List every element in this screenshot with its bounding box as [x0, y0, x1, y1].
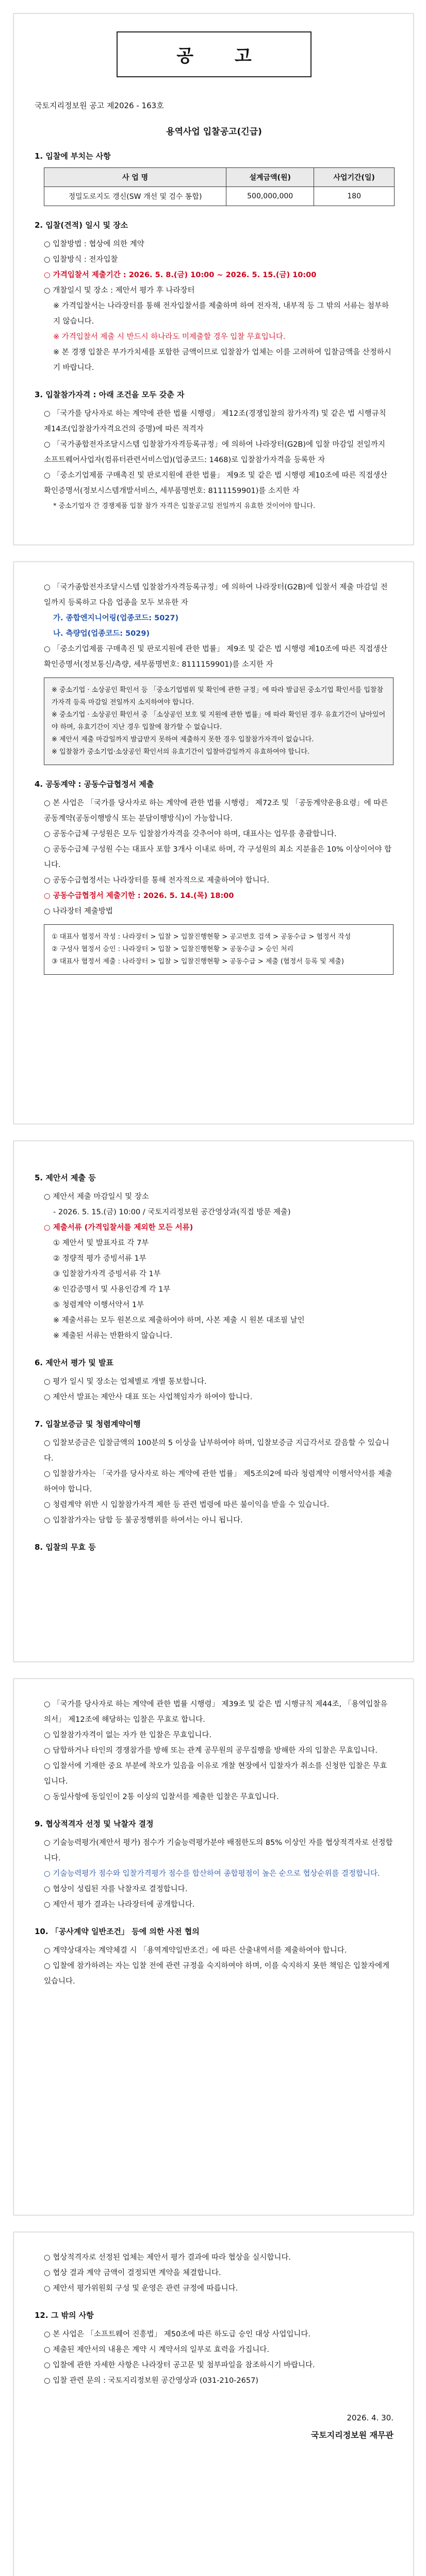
section-7-heading: 7. 입찰보증금 및 청렴계약이행	[35, 1419, 141, 1429]
s4-line: ○ 공동수급협정서는 나라장터를 통해 전자적으로 제출하여야 합니다.	[44, 876, 270, 885]
table-header-name: 사 업 명	[44, 168, 226, 187]
s5-line: ※ 제출된 서류는 반환하지 않습니다.	[53, 1332, 173, 1340]
document-main-title: 용역사업 입찰공고(긴급)	[166, 127, 262, 137]
document-page-3	[13, 1141, 414, 1662]
s2-line-warning: ※ 가격입찰서 제출 시 반드시 하나라도 미제출할 경우 입찰 무효입니다.	[53, 333, 286, 341]
section-1-heading: 1. 입찰에 부치는 사항	[35, 151, 111, 161]
s5-line: ⑤ 청렴계약 이행서약서 1부	[53, 1301, 144, 1309]
s5-line: ※ 제출서류는 모두 원본으로 제출하여야 하며, 사본 제출 시 원본 대조필 날인	[53, 1316, 305, 1325]
s7-line: ○ 입찰참가자는 담합 등 불공정행위를 하여서는 아니 됩니다.	[44, 1516, 243, 1524]
document-page-4	[13, 1679, 414, 2215]
s9-line: ○ 기술능력평가 점수와 입찰가격평가 점수를 합산하여 종합평점이 높은 순으로 협상순위를 결정합니다.	[44, 1870, 380, 1878]
table-cell-period: 180	[314, 187, 395, 206]
s9-line: ○ 협상이 성립된 자를 낙찰자로 결정합니다.	[44, 1885, 188, 1893]
section-12-heading: 12. 그 밖의 사항	[35, 2311, 94, 2320]
s11-line: ○ 협상적격자로 선정된 업체는 제안서 평가 결과에 따라 협상을 실시합니다.	[44, 2253, 291, 2262]
s11-line: ○ 제안서 평가위원회 구성 및 운영은 관련 규정에 따릅니다.	[44, 2284, 238, 2293]
section-10-heading: 10. 「공사계약 일반조건」 등에 의한 사전 협의	[35, 1927, 200, 1936]
s2-line: ○ 입찰방식 : 전자입찰	[44, 256, 118, 264]
s8-line: ○ 「국가를 당사자로 하는 계약에 관한 법률 시행령」 제39조 및 같은 법 시행규칙 제44조, 「용역입찰유의서」 제12조에 해당하는 입찰은 무효로 합니다.	[44, 1700, 388, 1724]
s8-line: ○ 동일사항에 동일인이 2통 이상의 입찰서를 제출한 입찰은 무효입니다.	[44, 1793, 279, 1801]
s3b-line: ○ 「국가종합전자조달시스템 입찰참가자격등록규정」에 의하여 나라장터(G2B)에 입찰서 제출 마감일 전일까지 등록하고 다음 업종을 모두 보유한 자	[44, 583, 388, 607]
document-page-1	[13, 13, 414, 545]
notice-title: 공 고	[117, 31, 312, 77]
s3-line-note: * 중소기업자 간 경쟁제품 입찰 참가 자격은 입찰공고일 전일까지 유효한 것이어야 합니다.	[53, 502, 316, 510]
signature-date: 2026. 4. 30.	[347, 2413, 394, 2422]
s12-line: ○ 본 사업은 「소프트웨어 진흥법」 제50조에 따른 하도급 승인 대상 사업입니다.	[44, 2330, 311, 2338]
s11-line: ○ 협상 결과 계약 금액이 결정되면 계약을 체결합니다.	[44, 2269, 221, 2277]
s2-line: ※ 본 경쟁 입찰은 부가가치세를 포함한 금액이므로 입찰참가 업체는 이를 고려하여 입찰금액을 산정하시기 바랍니다.	[53, 348, 391, 372]
notice-number: 국토지리정보원 공고 제2026 - 163호	[35, 101, 164, 110]
s4-line: ○ 공동수급체 구성원 수는 대표사 포함 3개사 이내로 하며, 각 구성원의 최소 지분율은 10% 이상이어야 합니다.	[44, 845, 392, 869]
s5-line: ③ 입찰참가자격 증빙서류 각 1부	[53, 1270, 161, 1278]
s5-line: ② 정량적 평가 증빙서류 1부	[53, 1255, 146, 1263]
s3-line: ○ 「국가를 당사자로 하는 계약에 관한 법률 시행령」 제12조(경쟁입찰의 참가자격) 및 같은 법 시행규칙 제14조(입찰참가자격요건의 증명)에 따른 적격자	[44, 410, 386, 433]
project-table	[44, 167, 395, 206]
s4-line: ○ 공동수급체 구성원은 모두 입찰참가자격을 갖추어야 하며, 대표사는 업무를 총괄합니다.	[44, 830, 337, 838]
s12-line: ○ 제출된 제안서의 내용은 계약 시 계약서의 일부로 효력을 가집니다.	[44, 2346, 269, 2354]
s5-line: ① 제안서 및 발표자료 각 7부	[53, 1239, 149, 1247]
s3b-line: ○ 「중소기업제품 구매촉진 및 판로지원에 관한 법률」 제9조 및 같은 법 시행령 제10조에 따른 직접생산확인증명서(정보통신/측량, 세부품명번호: 8111159901)를 소지한 자	[44, 645, 388, 669]
table-header-budget: 설계금액(원)	[226, 168, 314, 187]
s2-line: ○ 입찰방법 : 협상에 의한 계약	[44, 240, 144, 248]
s7-line: ○ 청렴계약 위반 시 입찰참가자격 제한 등 관련 법령에 따른 불이익을 받을 수 있습니다.	[44, 1501, 330, 1509]
s7-line: ○ 입찰보증금은 입찰금액의 100분의 5 이상을 납부하여야 하며, 입찰보증금 지급각서로 갈음할 수 있습니다.	[44, 1439, 389, 1463]
s9-line: ○ 제안서 평가 결과는 나라장터에 공개합니다.	[44, 1901, 195, 1909]
section-5-heading: 5. 제안서 제출 등	[35, 1173, 96, 1182]
notice-box-line: ※ 제안서 제출 마감일까지 발급받지 못하여 제출하지 못한 경우 입찰참가자격이 없습니다.	[52, 736, 314, 743]
step-line: ② 구성사 협정서 승인 : 나라장터 > 입찰 > 입찰진행현황 > 공동수급 > 승인 처리	[52, 945, 294, 953]
s2-line: ○ 개찰일시 및 장소 : 제안서 평가 후 나라장터	[44, 286, 195, 295]
s5-line: ○ 제출서류 (가격입찰서를 제외한 모든 서류)	[44, 1224, 193, 1232]
s5-line: ○ 제안서 제출 마감일시 및 장소	[44, 1193, 149, 1201]
step-line: ③ 대표사 협정서 제출 : 나라장터 > 입찰 > 입찰진행현황 > 공동수급 > 제출 (협정서 등록 및 제출)	[52, 958, 344, 965]
s10-line: ○ 입찰에 참가하려는 자는 입찰 전에 관련 규정을 숙지하여야 하며, 이를 숙지하지 못한 책임은 입찰자에게 있습니다.	[44, 1962, 390, 1986]
s9-line: ○ 기술능력평가(제안서 평가) 점수가 기술능력평가분야 배점한도의 85% 이상인 자를 협상적격자로 선정합니다.	[44, 1839, 393, 1862]
s8-line: ○ 입찰서에 기재한 중요 부분에 착오가 있음을 이유로 개찰 현장에서 입찰자가 취소를 신청한 입찰은 무효입니다.	[44, 1762, 387, 1786]
table-cell-name: 정밀도로지도 갱신(SW 개선 및 검수 통합)	[44, 187, 226, 206]
notice-box-line: ※ 중소기업 · 소상공인 확인서 중 「소상공인 보호 및 지원에 관한 법률」에 따라 확인된 경우 유효기간이 남아있어야 하며, 유효기간이 지난 경우 입찰에 참가할 수 없습니다.	[52, 711, 386, 731]
s6-line: ○ 평가 일시 및 장소는 업체별로 개별 통보합니다.	[44, 1378, 207, 1386]
section-8-heading: 8. 입찰의 무효 등	[35, 1543, 96, 1552]
s3-line: ○ 「국가종합전자조달시스템 입찰참가자격등록규정」에 의하여 나라장터(G2B)에 입찰 마감일 전일까지 소프트웨어사업자(컴퓨터관련서비스업)(업종코드: 1468)로 입찰참가자격을 등록한 자	[44, 440, 385, 464]
notice-box	[44, 677, 394, 765]
s4-line-deadline: ○ 공동수급협정서 제출기한 : 2026. 5. 14.(목) 18:00	[44, 892, 234, 900]
section-2-heading: 2. 입찰(견적) 일시 및 장소	[35, 221, 128, 230]
step-line: ① 대표사 협정서 작성 : 나라장터 > 입찰 > 입찰진행현황 > 공고번호 검색 > 공동수급 > 협정서 작성	[52, 933, 351, 941]
s12-line: ○ 입찰 관련 문의 : 국토지리정보원 공간영상과 (031-210-2657)	[44, 2377, 258, 2385]
s3b-line: 가. 종합엔지니어링(업종코드: 5027)	[53, 614, 179, 622]
s4-line: ○ 본 사업은 「국가를 당사자로 하는 계약에 관한 법률 시행령」 제72조 및 「공동계약운용요령」에 따른 공동계약(공동이행방식 또는 분담이행방식)이 가능합니다.	[44, 799, 388, 823]
notice-box-line: ※ 입찰참가 중소기업·소상공인 확인서의 유효기간이 입찰마감일까지 유효하여야 합니다.	[52, 748, 310, 756]
document-page-2	[13, 562, 414, 1124]
s5-line: - 2026. 5. 15.(금) 10:00 / 국토지리정보원 공간영상과(직접 방문 제출)	[53, 1208, 291, 1216]
s3-line: ○ 「중소기업제품 구매촉진 및 판로지원에 관한 법률」 제9조 및 같은 법 시행령 제10조에 따른 직접생산확인증명서(정보시스템개발서비스, 세부품명번호: 8111159901)를 소지한 자	[44, 471, 388, 495]
signature-org: 국토지리정보원 재무관	[310, 2430, 394, 2440]
section-6-heading: 6. 제안서 평가 및 발표	[35, 1358, 113, 1367]
s6-line: ○ 제안서 발표는 제안사 대표 또는 사업책임자가 하여야 합니다.	[44, 1393, 253, 1401]
section-9-heading: 9. 협상적격자 선정 및 낙찰자 결정	[35, 1819, 154, 1828]
s2-line-deadline: ○ 가격입찰서 제출기간 : 2026. 5. 8.(금) 10:00 ~ 2026. 5. 15.(금) 10:00	[44, 271, 317, 279]
table-header-period: 사업기간(일)	[314, 168, 395, 187]
table-cell-budget: 500,000,000	[226, 187, 314, 206]
s10-line: ○ 계약상대자는 계약체결 시 「용역계약일반조건」에 따른 산출내역서를 제출하여야 합니다.	[44, 1946, 347, 1955]
s5-line: ④ 인감증명서 및 사용인감계 각 1부	[53, 1285, 171, 1294]
s4-line: ○ 나라장터 제출방법	[44, 907, 113, 916]
document-page-5	[13, 2232, 414, 2576]
s7-line: ○ 입찰참가자는 「국가를 당사자로 하는 계약에 관한 법률」 제5조의2에 따라 청렴계약 이행서약서를 제출하여야 합니다.	[44, 1470, 392, 1494]
section-4-heading: 4. 공동계약 : 공동수급협정서 제출	[35, 779, 154, 789]
signature-block	[35, 2409, 394, 2444]
s3b-line: 나. 측량업(업종코드: 5029)	[53, 630, 150, 638]
s2-line: ※ 가격입찰서는 나라장터를 통해 전자입찰서를 제출하며 하여 전자적, 내부적 등 그 밖의 서류는 첨부하지 않습니다.	[53, 302, 389, 326]
submission-steps-box	[44, 924, 394, 975]
s12-line: ○ 입찰에 관한 자세한 사항은 나라장터 공고문 및 첨부파일을 참조하시기 바랍니다.	[44, 2361, 315, 2369]
s8-line: ○ 입찰참가자격이 없는 자가 한 입찰은 무효입니다.	[44, 1731, 212, 1739]
section-3-heading: 3. 입찰참가자격 : 아래 조건을 모두 갖춘 자	[35, 390, 185, 399]
notice-box-line: ※ 중소기업 · 소상공인 확인서 등 「중소기업범위 및 확인에 관한 규정」에 따라 발급된 중소기업 확인서를 입찰참가자격 등록 마감일 전일까지 소지하여야 합니다.	[52, 686, 384, 706]
s8-line: ○ 담합하거나 타인의 경쟁참가를 방해 또는 관계 공무원의 공무집행을 방해한 자의 입찰은 무효입니다.	[44, 1747, 378, 1755]
